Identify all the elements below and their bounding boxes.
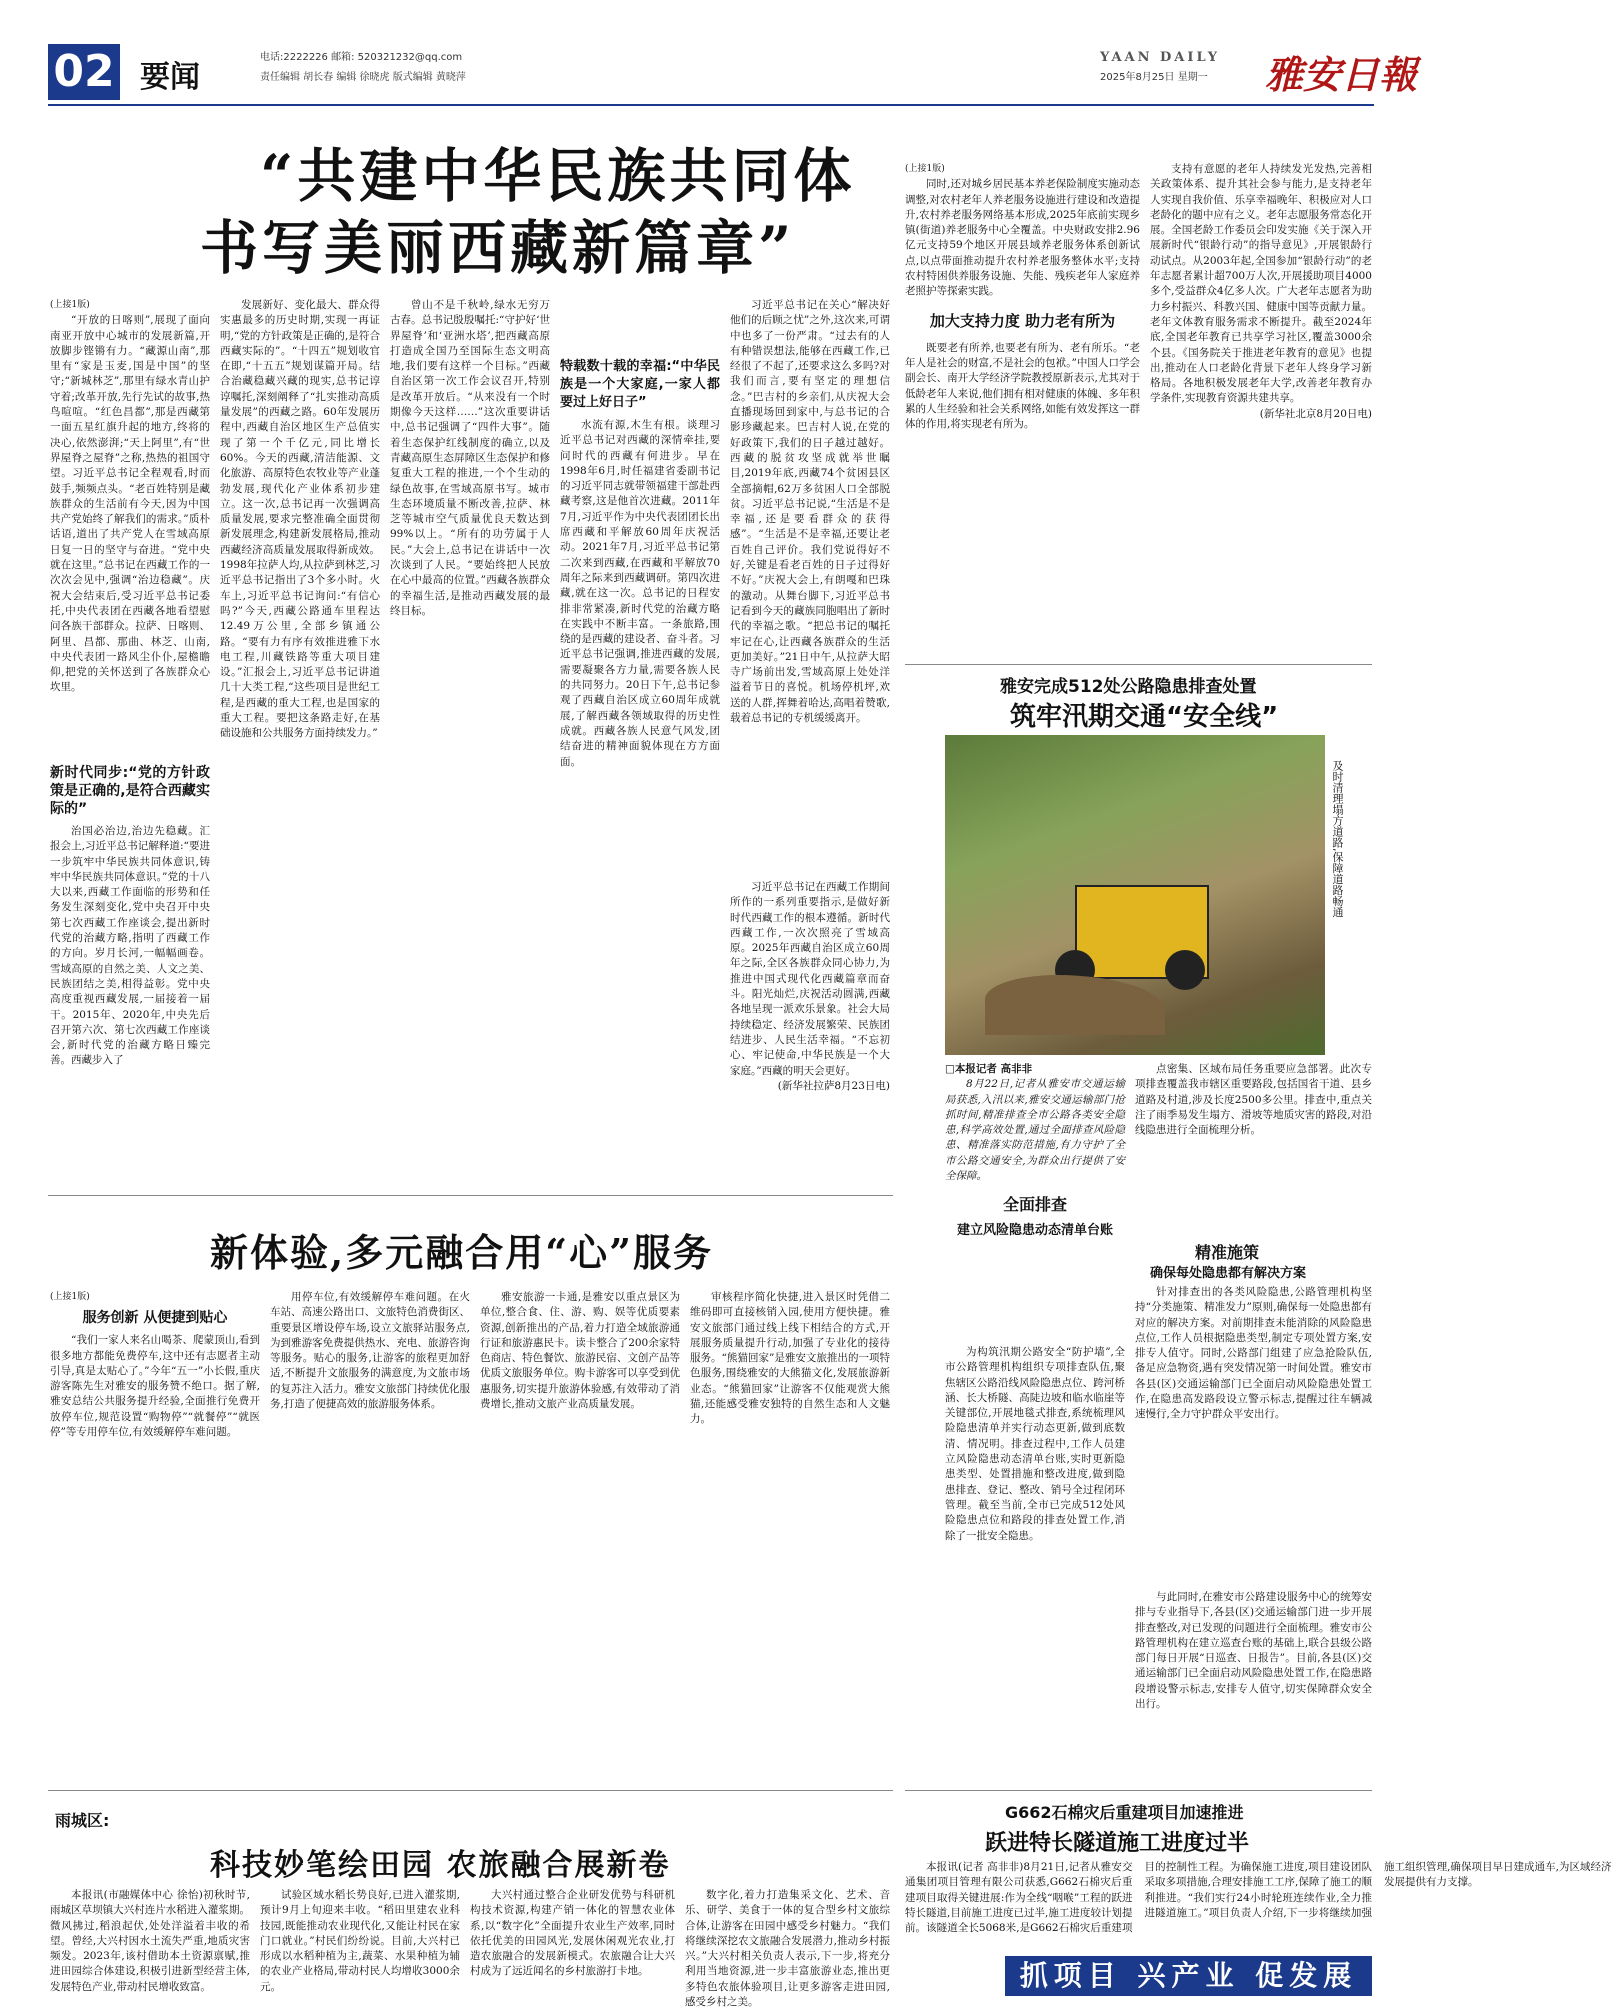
article5-section-tag: 雨城区:: [55, 1811, 110, 1830]
article5-column-3: [470, 1888, 675, 1998]
article3-column-2: [1135, 1062, 1372, 1232]
dateline: (新华社拉萨8月23日电): [777, 1079, 890, 1092]
article3-subhead-1: 全面排查: [1002, 1195, 1067, 1215]
body-text: 支持有意愿的老年人持续发光发热,完善相关政策体系、提升其社会参与能力,是支持老年人实现自我价值、乐享幸福晚年、积极应对人口老龄化的题中应有之义。老年志愿服务常态化开展。全国老龄工作委员会印发实施《关于深入开展新时代“银龄行动”的指导意见》,开展银龄行动试点。从2003年起,全国参加“银龄行动”的老年志愿者累计超700万人次,开展援助项目4000多个,受益群众4亿多人次。广大老年志愿者为助力乡村振兴、科教兴国、健康中国等贡献力量。老年文体教育服务需求不断提升。截至2024年底,全国老年教育已共享学习社区,覆盖3000余个县。《国务院关于推进老年教育的意见》也提出,推动在人口老龄化背景下老年人终身学习新格局。各地积极发展老年大学,改善老年教育办学条件,实现教育资源共建共享。: [1150, 163, 1372, 405]
body-text: 既要老有所养,也要老有所为、老有所乐。“老年人是社会的财富,不是社会的包袱。”中国人口学会副会长、南开大学经济学院教授原新表示,尤其对于低龄老年人来说,他们拥有相对健康的体魄、多年积累的人生经验和社会关系网络,如能有效发挥这一群体的作用,将实现老有所为。: [905, 341, 1140, 431]
body-text: 本报讯(记者 高非非)8月21日,记者从雅安交通集团项目管理有限公司获悉,G662石棉灾后重建项目取得关键进展:作为全线“咽喉”工程的跃进特长隧道,目前施工进度已过半,施工进度较计划提前。该隧道全长5068米,是G662石棉灾后重建项目的控制性工程。为确保施工进度,项目建设团队采取多项措施,合理安排施工工序,保障了施工的顺利推进。“我们实行24小时轮班连续作业,全力推进隧道施工。”项目负责人介绍,下一步将继续加强施工组织管理,确保项目早日建成通车,为区域经济发展提供有力支撑。: [905, 1861, 1612, 1935]
body-text: 雅安旅游一卡通,是雅安以重点景区为单位,整合食、住、游、购、娱等优质要素资源,创新推出的产品,着力打造全域旅游通行证和旅游惠民卡。读卡整合了200余家特色商店、特色餐饮、旅游民宿、文创产品等优质文旅服务单位。购卡游客可以享受到优惠服务,切实提升旅游体验感,有效带动了消费增长,推动文旅产业高质量发展。: [480, 1291, 680, 1411]
article1-column-4: [560, 298, 720, 1188]
footer-slogan-banner: 抓项目 兴产业 促发展: [1005, 1956, 1372, 1996]
article1-title-line1: “共建中华民族共同体: [260, 142, 856, 210]
article1-column-3: [390, 298, 550, 1188]
intro-tag: (上接1版): [50, 1292, 90, 1302]
paper-logo: 雅安日報: [1265, 52, 1418, 97]
article3-subhead-2: 精准施策: [1195, 1243, 1260, 1262]
intro-tag: (上接1版): [905, 164, 945, 174]
body-text: 习近平总书记在西藏工作期间所作的一系列重要指示,是做好新时代西藏工作的根本遵循。新时代西藏工作,一次次照亮了雪域高原。2025年西藏自治区成立60周年之际,全区各族群众同心协力,为推进中国式现代化西藏篇章而奋斗。阳光灿烂,庆祝活动圆满,西藏各地呈现一派欢乐景象。社会大局持续稳定、经济发展繁荣、民族团结进步、人民生活幸福。“不忘初心、牢记使命,中华民族是一个大家庭。”西藏的明天会更好。: [730, 881, 890, 1077]
road-clearing-photo: [945, 735, 1325, 1055]
article4-column-1: [50, 1290, 260, 1760]
article3-subhead-2b: 确保每处隐患都有解决方案: [1150, 1266, 1307, 1281]
body-text: 试验区域水稻长势良好,已进入灌浆期,预计9月上旬迎来丰收。“稻田里建农业科技园,既能推动农业现代化,又能让村民在家门口就业。”村民们纷纷说。目前,大兴村已形成以水稻种植为主,蔬菜、水果种植为辅的农业产业格局,带动村民人均增收3000余元。: [260, 1889, 460, 1993]
lead-text: 8月22日,记者从雅安市交通运输局获悉,入汛以来,雅安交通运输部门抢抓时间,精准排查全市公路各类安全隐患,科学高效处置,通过全面排查风险隐患、精准落实防范措施,有力守护了全市公路交通安全,为群众出行提供了安全保障。: [945, 1078, 1125, 1183]
body-text: 点密集、区域布局任务重要应急部署。此次专项排查覆盖我市辖区重要路段,包括国省干道、县乡道路及村道,涉及长度2500多公里。排查中,重点关注了雨季易发生塌方、滑坡等地质灾害的路段,对沿线隐患进行全面梳理分析。: [1135, 1063, 1372, 1137]
article3-title: 筑牢汛期交通“安全线”: [1010, 702, 1279, 732]
body-text: 数字化,着力打造集采文化、艺术、音乐、研学、美食于一体的复合型乡村文旅综合体,让游客在田园中感受乡村魅力。“我们将继续深挖农文旅融合发展潜力,推动乡村振兴。”大兴村相关负责人表示,下一步,将充分利用当地资源,进一步丰富旅游业态,推出更多特色农旅体验项目,让更多游客走进田园,感受乡村之美。: [685, 1889, 890, 2009]
article3-column-1: [945, 1345, 1125, 1785]
article6-kicker: G662石棉灾后重建项目加速推进: [1005, 1803, 1244, 1822]
article3-lead-column: [945, 1062, 1125, 1342]
article1-column-2: [220, 298, 380, 1188]
article1-subhead-1: 新时代同步:“党的方针政策是正确的,是符合西藏实际的”: [50, 765, 210, 817]
loader-wheel: [1165, 950, 1205, 990]
landslide-debris: [985, 975, 1165, 1035]
english-paper-name: YAAN DAILY: [1100, 50, 1221, 65]
article4-column-4: [690, 1290, 890, 1760]
editors-info: 责任编辑 胡长春 编辑 徐晓虎 版式编辑 黄晓萍: [260, 72, 466, 83]
body-text: 习近平总书记在关心“解决好他们的后顾之忧”之外,这次来,可谓中也多了一份严肃。“过去有的人有种错误想法,能够在西藏工作,已经很了不起了,还要求这么多吗?对我们而言,要有坚定的理想信念。”巴吉村的乡亲们,从庆祝大会直播现场回到家中,与总书记的合影珍藏起来。巴吉村人说,在党的好政策下,我们的日子越过越好。西藏的脱贫攻坚成就举世瞩目,2019年底,西藏74个贫困县区全部摘帽,62万多贫困人口全部脱贫。习近平总书记说,“生活是不是幸福,还是要看群众的获得感”。“生活是不是幸福,还要让老百姓自己评价。我们党说得好不好,关键是看老百姓的日子过得好不好。”庆祝大会上,有朗嘎和巴珠的激动。从舞台脚下,习近平总书记看到今天的藏族同胞唱出了新时代的幸福之歌。“把总书记的嘱托牢记在心,让西藏各族群众的生活更加美好。”21日中午,从拉萨大昭寺广场前出发,雪域高原上处处洋溢着节日的喜悦。机场停机坪,欢送的人群,挥舞着哈达,高唱着赞歌,载着总书记的专机缓缓离开。: [730, 299, 890, 725]
body-text: 曾山不是千秋岭,绿水无穷万古春。总书记殷殷嘱托:“守护好‘世界屋脊’和‘亚洲水塔’,把西藏高原打造成全国乃至国际生态文明高地,我们要有这样一个目标。”西藏自治区第一次工作会议召开,特别是改革开放后。“从来没有一个时期像今天这样……”这次重要讲话中,总书记强调了“四件大事”。随着生态保护红线制度的确立,以及青藏高原生态屏障区生态保护和修复重大工程的推进,一个个生动的绿色故事,在雪域高原书写。城市生态环境质量不断改善,拉萨、林芝等城市空气质量优良天数达到99%以上。“所有的功劳属于人民。”大会上,总书记在讲话中一次次谈到了人民。“要始终把人民放在心中最高的位置。”西藏各族群众的幸福生活,是推动西藏发展的最终目标。: [390, 299, 550, 617]
article2-column-2: [1150, 162, 1372, 662]
article1-column-1b: [50, 760, 210, 1190]
article3-kicker: 雅安完成512处公路隐患排查处置: [1000, 677, 1257, 697]
page-number: 02: [48, 44, 120, 100]
article5-column-1: [50, 1888, 250, 1998]
body-text: 发展新好、变化最大、群众得实惠最多的历史时期,实现一再证明,“党的方针政策是正确的,是符合西藏实际的”。“十四五”规划收官在即,“十五五”规划谋篇开局。结合治藏稳藏兴藏的现实,总书记谆谆嘱托,深刻阐释了“扎实推动高质量发展”的西藏之路。60年发展历程中,西藏自治区地区生产总值实现了第一个千亿元,同比增长60%。今天的西藏,清洁能源、文化旅游、高原特色农牧业等产业蓬勃发展,现代化产业体系初步建立。这一次,总书记再一次强调高质量发展,要求完整准确全面贯彻新发展理念,构建新发展格局,推动西藏经济高质量发展取得新成效。1998年拉萨人均,从拉萨到林芝,习近平总书记指出了3个多小时。火车上,习近平总书记询问:“有信心吗?”今天,西藏公路通车里程达12.49万公里,全部乡镇通公路。“要有力有序有效推进雅下水电工程,川藏铁路等重大项目建设。”汇报会上,习近平总书记讲道几十大类工程,“这些项目是世纪工程,是西藏的重大工程,也是国家的重大工程。要把这条路走好,在基础设施和公共服务方面持续发力。”: [220, 299, 380, 740]
body-text: “我们一家人来名山喝茶、爬蒙顶山,看到很多地方都能免费停车,这中还有志愿者主动引导,真是太贴心了。”今年“五一”小长假,重庆游客陈先生对雅安的服务赞不绝口。据了解,雅安总结公共服务提升经验,全面推行免费开放停车位,规范设置“购物停”“就餐停”“就医停”等专用停车位,有效缓解停车难问题。: [50, 1334, 260, 1439]
dateline: (新华社北京8月20日电): [1259, 407, 1372, 420]
article5-top-rule: [48, 1790, 893, 1791]
body-text: 针对排查出的各类风险隐患,公路管理机构坚持“分类施策、精准发力”原则,确保每一处隐患都有对应的解决方案。对前期排查未能消除的风险隐患点位,工作人员根据隐患类型,制定专项处置方案,安排专人值守。同时,公路部门组建了应急抢险队伍,备足应急物资,遇有突发情况第一时间处置。雅安市各县(区)交通运输部门已全面启动风险隐患处置工作,在隐患高发路段设立警示标志,提醒过往车辆减速慢行,全力守护群众平安出行。: [1135, 1286, 1372, 1421]
issue-date: 2025年8月25日 星期一: [1100, 72, 1208, 83]
body-text: 用停车位,有效缓解停车难问题。在火车站、高速公路出口、文旅特色消费街区、重要景区增设停车场,设立文旅驿站服务点,为到雅游客免费提供热水、充电、旅游咨询等服务。贴心的服务,让游客的旅程更加舒适,不断提升文旅服务的满意度,为文旅市场的复苏注入活力。雅安文旅部门持续优化服务,打造了便捷高效的旅游服务体系。: [270, 1291, 470, 1411]
article4-top-rule: [48, 1195, 893, 1196]
article2-column-1: [905, 162, 1140, 662]
intro-tag: (上接1版): [50, 300, 90, 310]
section-title: 要闻: [140, 60, 200, 95]
body-text: 水流有源,木生有根。谈理习近平总书记对西藏的深情牵挂,要问时代的西藏有何进步。早在1998年6月,时任福建省委副书记的习近平同志就带领福建干部赴西藏考察,这是他首次进藏。2011年7月,习近平作为中央代表团团长出席西藏和平解放60周年庆祝活动。2021年7月,习近平总书记第二次来到西藏,在西藏和平解放70周年之际来到西藏调研。第四次进藏,就在这一次。总书记的日程安排非常紧凑,新时代党的治藏方略在实践中不断丰富。一条旅路,围绕的是西藏的建设者、奋斗者。习近平总书记强调,推进西藏的发展,需要凝聚各方力量,需要各族人民的共同努力。20日下午,总书记参观了西藏自治区成立60周年成就展,了解西藏各领域取得的历史性成就。西藏各族人民意气风发,团结奋进的精神面貌体现在方方面面。: [560, 419, 720, 768]
body-text: 本报讯(市融媒体中心 徐怡)初秋时节,雨城区草坝镇大兴村连片水稻进入灌浆期。微风拂过,稻浪起伏,处处洋溢着丰收的希望。曾经,大兴村因水土流失严重,地质灾害频发。2023年,该村借助本土资源禀赋,推进田园综合体建设,积极引进新型经营主体,发展特色产业,带动村民增收致富。: [50, 1889, 250, 1993]
article6-top-rule: [905, 1790, 1372, 1791]
article1-column-6: [730, 880, 890, 1180]
body-text: 同时,还对城乡居民基本养老保险制度实施动态调整,对农村老年人养老服务设施进行建设和改造提升,农村养老服务网络基本形成,2025年底前实现乡镇(街道)养老服务中心全覆盖。中央财政安排2.96亿元支持59个地区开展县域养老服务体系创新试点,以点带面推动提升农村养老服务整体水平;支持农村特困供养服务设施、失能、残疾老年人家庭养老照护等探索实践。: [905, 178, 1140, 298]
body-text: 与此同时,在雅安市公路建设服务中心的统筹安排与专业指导下,各县(区)交通运输部门进一步开展排查整改,对已发现的问题进行全面梳理。雅安市公路管理机构在建立巡查台账的基础上,联合县级公路部门每日开展“日巡查、日报告”。目前,各县(区)交通运输部门已全面启动风险隐患处置工作,在隐患路段增设警示标志,安排专人值守,切实保障群众安全出行。: [1135, 1591, 1372, 1711]
article4-column-5: [1135, 1590, 1372, 1780]
reporter-byline: □本报记者 高非非: [945, 1063, 1033, 1075]
article4-column-3: [480, 1290, 680, 1760]
article4-title: 新体验,多元融合用“心”服务: [210, 1230, 713, 1275]
article5-column-4: [685, 1888, 890, 2009]
article4-subhead: 服务创新 从便捷到贴心: [82, 1310, 228, 1327]
article6-body: [905, 1860, 1612, 1950]
body-text: 为构筑汛期公路安全“防护墙”,全市公路管理机构组织专项排查队伍,聚焦辖区公路沿线风险隐患点位、跨河桥涵、长大桥隧、高陡边坡和临水临崖等关键部位,开展地毯式排查,系统梳理风险隐患清单并实行动态更新,做到底数清、情况明。排查过程中,工作人员建立风险隐患动态清单台账,实时更新隐患类型、处置措施和整改进度,做到隐患排查、登记、整改、销号全过程闭环管理。截至当前,全市已完成512处风险隐患点位和路段的排查处置工作,消除了一批安全隐患。: [945, 1346, 1125, 1542]
article6-title: 跃进特长隧道施工进度过半: [985, 1831, 1250, 1856]
masthead-rule: [48, 104, 1374, 106]
article1-subhead-2: 特载数十载的幸福:“中华民族是一个大家庭,一家人都要过上好日子”: [560, 359, 720, 410]
article3-subhead-1b: 建立风险隐患动态清单台账: [956, 1223, 1113, 1239]
photo-caption: 及时清理塌方道路,保障道路畅通: [1331, 760, 1344, 918]
body-text: 审核程序简化快捷,进入景区时凭借二维码即可直接核销入园,使用方便快捷。雅安文旅部门通过线上线下相结合的方式,开展服务质量提升行动,加强了专业化的接待服务。“熊猫回家”是雅安文旅推出的一项特色服务,围绕雅安的大熊猫文化,发展旅游新业态。“熊猫回家”让游客不仅能观赏大熊猫,还能感受雅安独特的自然生态和人文魅力。: [690, 1291, 890, 1426]
article3-top-rule: [905, 664, 1372, 665]
body-text: 治国必治边,治边先稳藏。汇报会上,习近平总书记解释道:“要进一步筑牢中华民族共同体意识,铸牢中华民族共同体意识。”党的十八大以来,西藏工作面临的形势和任务发生深刻变化,党中央召开中央第七次西藏工作座谈会,提出新时代党的治藏方略,指明了西藏工作的方向。岁月长河,一幅幅画卷。雪域高原的自然之美、人文之美、民族团结之美,相得益彰。党中央高度重视西藏发展,一届接着一届干。2015年、2020年,中央先后召开第六次、第七次西藏工作座谈会,新时代党的治藏方略日臻完善。西藏步入了: [50, 825, 210, 1067]
article2-subhead: 加大支持力度 助力老有所为: [929, 311, 1116, 330]
article4-column-2: [270, 1290, 470, 1760]
body-text: 大兴村通过整合企业研发优势与科研机构技术资源,构建产销一体化的智慧农业体系,以“数字化”全面提升农业生产效率,同时依托优美的田园风光,发展休闲观光农业,打造农旅融合的发展新模式。农旅融合让大兴村成为了远近闻名的乡村旅游打卡地。: [470, 1889, 675, 1978]
article5-title: 科技妙笔绘田园 农旅融合展新卷: [210, 1848, 671, 1883]
body-text: “开放的日喀则”,展现了面向南亚开放中心城市的发展新篇,开放脚步铿锵有力。“藏源山南”,那里有“家是玉麦,国是中国”的坚守;“新城林芝”,那里有绿水青山护守着;改革开放,先行先试的故事,热鸟喧喧。“红色昌都”,那是西藏第一面五星红旗升起的地方,终将的决心,依然澎湃;“天上阿里”,有“世界屋脊之屋脊”之称,热热的祖国守望。习近平总书记全程观看,时而鼓手,频频点头。“老百姓特别是藏族群众的生活前有今天,因为中国共产党始终了解我们的需求。”质朴话语,道出了共产党人在雪域高原日复一日的坚守与奋进。“党中央就在这里。”总书记在西藏工作的一次次会见中,强调“治边稳藏”。庆祝大会结束后,受习近平总书记委托,中央代表团在西藏各地看望慰问各族干部群众。拉萨、日喀则、阿里、昌都、那曲、林芝、山南,中央代表团一路风尘仆仆,屋檐瞻仰,把党的关怀送到了各族群众心坎里。: [50, 314, 210, 694]
article5-column-2: [260, 1888, 460, 1998]
contact-info: 电话:2222226 邮箱: 520321232@qq.com: [260, 52, 463, 63]
article1-title-line2: 书写美丽西藏新篇章”: [200, 214, 796, 282]
